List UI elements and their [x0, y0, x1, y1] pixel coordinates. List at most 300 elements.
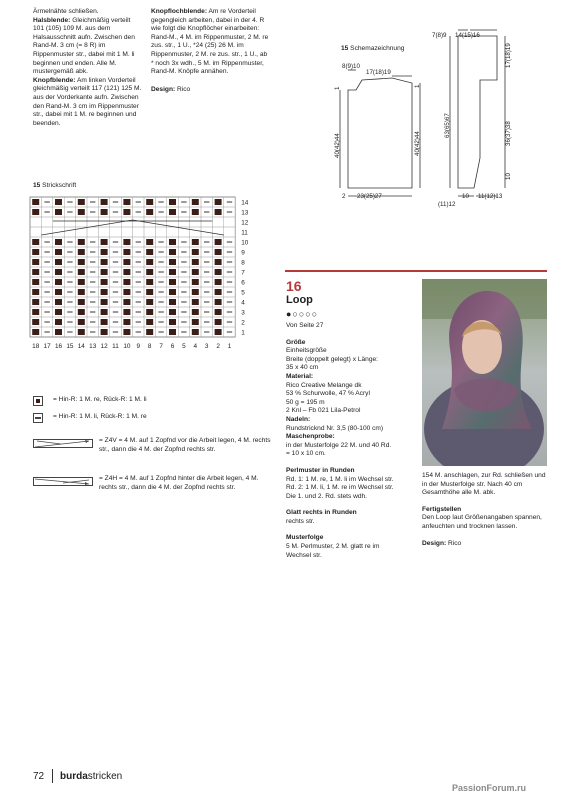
- knit-stitch: [169, 289, 176, 295]
- muster-body: 5 M. Perlmuster, 2 M. glatt re im Wechsel str.: [286, 543, 380, 559]
- glatt-heading: [286, 509, 421, 518]
- purl-stitch: [67, 271, 72, 272]
- purl-stitch: [113, 331, 118, 332]
- knit-stitch: [192, 309, 199, 315]
- chart-col-number: 15: [66, 343, 74, 350]
- heading-text: Perlmuster in Runden: [286, 466, 355, 474]
- knit-stitch: [169, 199, 176, 205]
- legend-text: = Hin-R: 1 M. re, Rück-R: 1 M. li: [53, 396, 147, 403]
- knit-stitch: [192, 299, 199, 305]
- knit-stitch: [101, 209, 108, 215]
- sleeve-outline: [458, 36, 497, 188]
- schema-label: 10: [505, 173, 512, 180]
- purl-stitch: [227, 201, 232, 202]
- schema-label: 2: [342, 193, 346, 200]
- knit-stitch: [215, 289, 222, 295]
- purl-stitch: [181, 321, 186, 322]
- knit-stitch: [192, 209, 199, 215]
- chart-row-number: 11: [241, 229, 248, 237]
- knit-stitch: [55, 289, 62, 295]
- purl-stitch: [113, 251, 118, 252]
- purl-stitch: [204, 281, 209, 282]
- knit-stitch: [101, 319, 108, 325]
- schema-label: 1: [334, 86, 341, 90]
- purl-stitch: [158, 251, 163, 252]
- chart-row-number: 12: [241, 219, 249, 227]
- knit-stitch: [55, 209, 62, 215]
- knit-stitch: [215, 199, 222, 205]
- material-heading: [286, 373, 421, 382]
- knopfloch-paragraph: [151, 8, 269, 77]
- knit-stitch: [146, 319, 153, 325]
- purl-stitch: [113, 201, 118, 202]
- purl-stitch: [136, 211, 141, 212]
- knit-stitch: [101, 239, 108, 245]
- knit-stitch: [169, 299, 176, 305]
- knit-stitch: [32, 319, 39, 325]
- knit-stitch: [192, 279, 199, 285]
- knit-stitch: [101, 199, 108, 205]
- purl-stitch: [90, 201, 95, 202]
- pattern-name: Loop: [286, 294, 313, 306]
- schema-label: 14(15)16: [455, 32, 480, 39]
- chart-col-number: 7: [159, 343, 163, 350]
- fertig-body: Den Loop laut Größenangaben spannen, anfeuchten und trocknen lassen.: [422, 514, 542, 530]
- groesse-heading: [286, 339, 421, 348]
- purl-stitch: [67, 211, 72, 212]
- knit-stitch: [55, 199, 62, 205]
- intro-text: Ärmelnähte schließen.: [33, 8, 99, 15]
- chart-row-number: 3: [241, 309, 245, 317]
- muster-heading: [286, 534, 421, 543]
- schema-label: 40(42)44: [414, 131, 421, 156]
- purl-stitch: [181, 201, 186, 202]
- knit-stitch: [123, 329, 130, 335]
- knit-stitch: [215, 249, 222, 255]
- purl-stitch: [227, 311, 232, 312]
- knit-stitch: [215, 309, 222, 315]
- purl-stitch: [181, 281, 186, 282]
- heading-text: Musterfolge: [286, 534, 324, 542]
- knit-stitch: [32, 239, 39, 245]
- strick-title-text: Strickschrift: [40, 182, 77, 189]
- schema-label: 11(12)13: [478, 193, 503, 200]
- schema-label: 10: [462, 193, 469, 200]
- cable-front-icon: [33, 439, 93, 449]
- purl-stitch: [158, 331, 163, 332]
- purl-stitch: [113, 241, 118, 242]
- purl-stitch: [158, 241, 163, 242]
- chart-row-number: 5: [241, 289, 245, 297]
- purl-stitch: [67, 291, 72, 292]
- knit-stitch: [55, 299, 62, 305]
- legend-text: = Z4H = 4 M. auf 1 Zopfnd hinter die Arbeit legen, 4 M. rechts str., dann die 4 M. der Zopfnd rechts str.: [99, 475, 259, 491]
- knit-stitch: [32, 299, 39, 305]
- purl-stitch: [67, 311, 72, 312]
- footer-brand: [60, 771, 122, 782]
- chart-col-number: 1: [227, 343, 232, 350]
- purl-stitch: [227, 331, 232, 332]
- model-photo: [422, 279, 547, 466]
- knit-stitch: [192, 269, 199, 275]
- watermark: PassionForum.ru: [452, 783, 527, 793]
- purl-stitch: [181, 271, 186, 272]
- purl-stitch: [204, 331, 209, 332]
- schema-label: 7(8)9: [432, 32, 447, 39]
- purl-stitch: [204, 301, 209, 302]
- knit-stitch: [123, 289, 130, 295]
- schema-label: 63(65)67: [444, 113, 451, 138]
- purl-stitch: [181, 301, 186, 302]
- knit-stitch: [123, 279, 130, 285]
- purl-stitch: [67, 201, 72, 202]
- schema-label: 1: [414, 84, 421, 88]
- perl-heading: [286, 467, 421, 476]
- knit-stitch: [32, 279, 39, 285]
- knit-stitch: [101, 329, 108, 335]
- knit-stitch: [101, 289, 108, 295]
- purl-stitch: [158, 271, 163, 272]
- knit-stitch: [146, 259, 153, 265]
- knit-stitch: [55, 279, 62, 285]
- purl-stitch: [44, 301, 49, 302]
- purl-stitch: [158, 211, 163, 212]
- halsblende-heading: Halsblende:: [33, 16, 71, 24]
- purl-stitch: [204, 251, 209, 252]
- knit-stitch: [101, 259, 108, 265]
- knit-stitch: [78, 239, 85, 245]
- heading-text: Nadeln:: [286, 415, 311, 423]
- purl-stitch: [136, 291, 141, 292]
- knit-stitch: [78, 249, 85, 255]
- heading-text: Fertigstellen: [422, 505, 462, 513]
- brand-bold: burda: [60, 771, 88, 782]
- schema-label: 40(42)44: [334, 133, 341, 158]
- purl-stitch: [181, 311, 186, 312]
- purl-stitch: [113, 321, 118, 322]
- chart-col-number: 2: [216, 343, 220, 350]
- purl-stitch: [158, 321, 163, 322]
- knit-stitch: [192, 289, 199, 295]
- pattern-right-text: [422, 472, 547, 548]
- knit-stitch: [32, 269, 39, 275]
- legend-item-z4v: [33, 437, 273, 475]
- purl-stitch: [227, 271, 232, 272]
- design-line-16: [422, 540, 547, 549]
- knit-stitch: [123, 299, 130, 305]
- purl-stitch: [136, 321, 141, 322]
- knit-stitch: [123, 239, 130, 245]
- purl-stitch: [44, 291, 49, 292]
- purl-stitch: [90, 271, 95, 272]
- purl-stitch: [204, 241, 209, 242]
- knit-stitch: [169, 269, 176, 275]
- legend-item-z4h: [33, 475, 273, 505]
- knopfblende-heading: Knopfblende:: [33, 76, 76, 84]
- knit-stitch: [169, 259, 176, 265]
- legend-item-knit: [33, 396, 273, 410]
- knit-stitch: [55, 309, 62, 315]
- legend-item-purl: [33, 413, 273, 437]
- purl-stitch: [136, 311, 141, 312]
- purl-stitch: [113, 281, 118, 282]
- knit-stitch: [78, 309, 85, 315]
- knitting-chart: [28, 195, 278, 370]
- purl-stitch: [158, 201, 163, 202]
- strick-number: 15: [33, 182, 41, 189]
- knit-stitch: [78, 289, 85, 295]
- nadeln-body: Rundstricknd Nr. 3,5 (80-100 cm): [286, 424, 384, 432]
- purl-stitch: [90, 331, 95, 332]
- maschen-body: in der Musterfolge 22 M. und 40 Rd. = 10 x 10 cm.: [286, 441, 392, 458]
- purl-stitch: [136, 331, 141, 332]
- heading-text: Größe: [286, 338, 306, 346]
- halsblende-paragraph: [33, 17, 143, 77]
- chart-row-number: 1: [241, 329, 245, 337]
- knit-stitch: [101, 299, 108, 305]
- perl-body: Rd. 1: 1 M. re, 1 M. li im Wechsel str. Rd. 2: 1 M. li, 1 M. re im Wechsel str. Die 1. und 2. Rd. stets wdh.: [286, 475, 394, 500]
- knit-stitch: [32, 259, 39, 265]
- purl-stitch: [181, 291, 186, 292]
- knit-stitch: [78, 199, 85, 205]
- purl-stitch: [44, 261, 49, 262]
- knit-stitch: [215, 329, 222, 335]
- purl-stitch: [90, 321, 95, 322]
- purl-stitch: [227, 281, 232, 282]
- purl-stitch: [90, 251, 95, 252]
- schema-label: 17(18)19: [366, 69, 391, 76]
- purl-stitch: [67, 281, 72, 282]
- knit-stitch: [101, 249, 108, 255]
- purl-stitch: [204, 271, 209, 272]
- knit-stitch: [32, 309, 39, 315]
- purl-stitch: [227, 291, 232, 292]
- knit-symbol-icon: [33, 396, 43, 406]
- knopfblende-body: Am linken Vorderteil gleichmäßig verteilt 117 (121) 125 M. aus der Vorderkante aufn. Zwischen den Rand-M. 3 cm im Rippenmuster str., dabei mit 1 M. re beginnen und beenden.: [33, 76, 142, 127]
- chart-col-number: 12: [100, 343, 108, 350]
- knit-stitch: [123, 209, 130, 215]
- chart-row-number: 14: [241, 199, 249, 207]
- knit-stitch: [78, 279, 85, 285]
- column-1-text: [33, 8, 143, 128]
- knit-stitch: [215, 259, 222, 265]
- legend-text: = Hin-R: 1 M. li, Rück-R: 1 M. re: [53, 413, 147, 420]
- knit-stitch: [146, 239, 153, 245]
- purl-stitch: [136, 261, 141, 262]
- purl-stitch: [136, 301, 141, 302]
- purl-stitch: [90, 291, 95, 292]
- chart-col-number: 8: [147, 343, 152, 350]
- purl-stitch: [181, 211, 186, 212]
- purl-stitch: [136, 271, 141, 272]
- purl-stitch: [158, 281, 163, 282]
- difficulty-rating: ●○○○○: [286, 309, 319, 319]
- purl-stitch: [227, 211, 232, 212]
- knit-stitch: [192, 199, 199, 205]
- knit-stitch: [123, 199, 130, 205]
- knit-stitch: [192, 329, 199, 335]
- knit-stitch: [192, 319, 199, 325]
- knit-stitch: [78, 209, 85, 215]
- schema-label: 23(25)27: [357, 193, 382, 200]
- purl-stitch: [44, 281, 49, 282]
- purl-stitch: [227, 321, 232, 322]
- chart-col-number: 3: [204, 343, 209, 350]
- chart-col-number: 4: [193, 343, 198, 350]
- material-body: Rico Creative Melange dk 53 % Schurwolle, 47 % Acryl 50 g = 195 m 2 Knl – Fb 021 Lila-Petrol: [286, 381, 370, 415]
- chart-col-number: 13: [89, 343, 97, 350]
- knit-stitch: [101, 309, 108, 315]
- maschen-heading: [286, 433, 421, 442]
- knopfloch-heading: Knopflochblende:: [151, 8, 208, 15]
- chart-col-number: 11: [112, 343, 119, 350]
- heading-text: Glatt rechts in Runden: [286, 509, 357, 517]
- design-label: Design:: [151, 85, 176, 93]
- purl-stitch: [204, 311, 209, 312]
- purl-stitch: [113, 311, 118, 312]
- knit-stitch: [78, 319, 85, 325]
- chart-row-number: 10: [241, 239, 249, 247]
- purl-stitch: [158, 261, 163, 262]
- schema-drawing: [330, 28, 535, 213]
- purl-stitch: [204, 291, 209, 292]
- knit-stitch: [169, 209, 176, 215]
- design-value: Rico: [175, 85, 191, 93]
- chart-col-number: 10: [123, 343, 131, 350]
- halsblende-body: Gleichmäßig verteilt 101 (105) 109 M. aus dem Halsausschnitt aufn. Zwischen den Rand-M. 3 cm (= 8 R) im Rippenmuster str., dabei mit 1 M. li beginnen und enden. Alle M. mustergemäß abk.: [33, 16, 135, 76]
- column-2-text: [151, 8, 269, 94]
- strick-title: [33, 182, 76, 189]
- glatt-body: rechts str.: [286, 517, 315, 525]
- heading-text: Material:: [286, 372, 314, 380]
- fertig-heading: [422, 506, 547, 515]
- pattern-details: [286, 322, 421, 560]
- chart-row-number: 13: [241, 209, 249, 217]
- purl-stitch: [44, 271, 49, 272]
- purl-stitch: [67, 331, 72, 332]
- purl-stitch: [136, 201, 141, 202]
- purl-stitch: [44, 241, 49, 242]
- chart-row-number: 4: [241, 299, 245, 307]
- knit-stitch: [215, 299, 222, 305]
- knit-stitch: [169, 279, 176, 285]
- knit-stitch: [146, 209, 153, 215]
- footer-divider: [52, 769, 53, 783]
- knit-stitch: [123, 309, 130, 315]
- knit-stitch: [146, 199, 153, 205]
- knopfloch-body: Am re Vorderteil gegengleich arbeiten, dabei in der 4. R wie folgt die Knopflöcher einarbeiten: Rand-M., 4 M. im Rippenmuster, 2 M. re zus. str., 1 U., *24 (25) 26 M. im Rippenmuster, 2 M. re zus. str., 1 U., ab * noch 3x wdh., 5 M. im Rippenmuster, Rand-M. Knöpfe annähen.: [151, 8, 269, 76]
- knit-stitch: [169, 329, 176, 335]
- purl-stitch: [113, 211, 118, 212]
- purl-stitch: [44, 331, 49, 332]
- purl-stitch: [90, 281, 95, 282]
- purl-stitch: [67, 301, 72, 302]
- purl-stitch: [90, 301, 95, 302]
- purl-stitch: [181, 261, 186, 262]
- purl-stitch: [90, 241, 95, 242]
- purl-stitch: [227, 241, 232, 242]
- purl-stitch: [181, 251, 186, 252]
- knit-stitch: [32, 329, 39, 335]
- knit-stitch: [32, 199, 39, 205]
- purl-stitch: [204, 261, 209, 262]
- purl-stitch: [204, 201, 209, 202]
- chart-col-number: 18: [32, 343, 40, 350]
- purl-stitch: [227, 301, 232, 302]
- purl-stitch: [113, 291, 118, 292]
- purl-stitch: [204, 211, 209, 212]
- knit-stitch: [146, 279, 153, 285]
- chart-row-number: 8: [241, 259, 245, 267]
- knit-stitch: [55, 319, 62, 325]
- chart-row-number: 2: [241, 319, 245, 327]
- nadeln-heading: [286, 416, 421, 425]
- knit-stitch: [169, 309, 176, 315]
- knit-stitch: [101, 269, 108, 275]
- knit-stitch: [55, 249, 62, 255]
- chart-col-number: 14: [77, 343, 85, 350]
- purl-stitch: [90, 261, 95, 262]
- knit-stitch: [215, 269, 222, 275]
- pattern-header-rule: [285, 270, 547, 272]
- purl-stitch: [181, 331, 186, 332]
- purl-stitch: [158, 311, 163, 312]
- instructions-body: 154 M. anschlagen, zur Rd. schließen und in der Musterfolge str. Nach 40 cm Gesamthöhe alle M. abk.: [422, 472, 546, 497]
- legend: [33, 396, 273, 505]
- knit-stitch: [146, 249, 153, 255]
- chart-col-number: 9: [136, 343, 141, 350]
- knopfblende-paragraph: [33, 77, 143, 129]
- knit-stitch: [146, 329, 153, 335]
- design-value: Rico: [446, 539, 462, 547]
- knit-stitch: [192, 239, 199, 245]
- purl-stitch: [158, 291, 163, 292]
- purl-stitch: [67, 241, 72, 242]
- knit-stitch: [192, 259, 199, 265]
- knit-stitch: [169, 239, 176, 245]
- purl-stitch: [113, 271, 118, 272]
- knit-stitch: [169, 319, 176, 325]
- legend-text: = Z4V = 4 M. auf 1 Zopfnd vor die Arbeit legen, 4 M. rechts str., dann die 4 M. der Zopfnd rechts str.: [99, 437, 271, 453]
- schema-label: 36(37)38: [505, 121, 512, 146]
- purl-stitch: [227, 261, 232, 262]
- knit-stitch: [32, 249, 39, 255]
- purl-stitch: [227, 251, 232, 252]
- purl-symbol-icon: [33, 413, 43, 423]
- knit-stitch: [215, 279, 222, 285]
- knit-stitch: [55, 239, 62, 245]
- cable-back-icon: [33, 477, 93, 487]
- schema-number: 15: [341, 45, 349, 52]
- knit-stitch: [146, 269, 153, 275]
- purl-stitch: [44, 311, 49, 312]
- knit-stitch: [78, 259, 85, 265]
- groesse-body: Einheitsgröße Breite (doppelt gelegt) x Länge: 35 x 40 cm: [286, 347, 379, 372]
- purl-stitch: [136, 241, 141, 242]
- knit-stitch: [55, 259, 62, 265]
- brand-light: stricken: [87, 771, 123, 782]
- purl-stitch: [67, 321, 72, 322]
- purl-stitch: [44, 321, 49, 322]
- knit-stitch: [78, 329, 85, 335]
- knit-stitch: [192, 249, 199, 255]
- pattern-number: 16: [286, 278, 302, 294]
- purl-stitch: [90, 311, 95, 312]
- model-photo-illustration: [422, 279, 547, 466]
- knit-stitch: [123, 269, 130, 275]
- chart-row-number: 9: [241, 249, 245, 257]
- knitting-chart-svg: [28, 195, 278, 365]
